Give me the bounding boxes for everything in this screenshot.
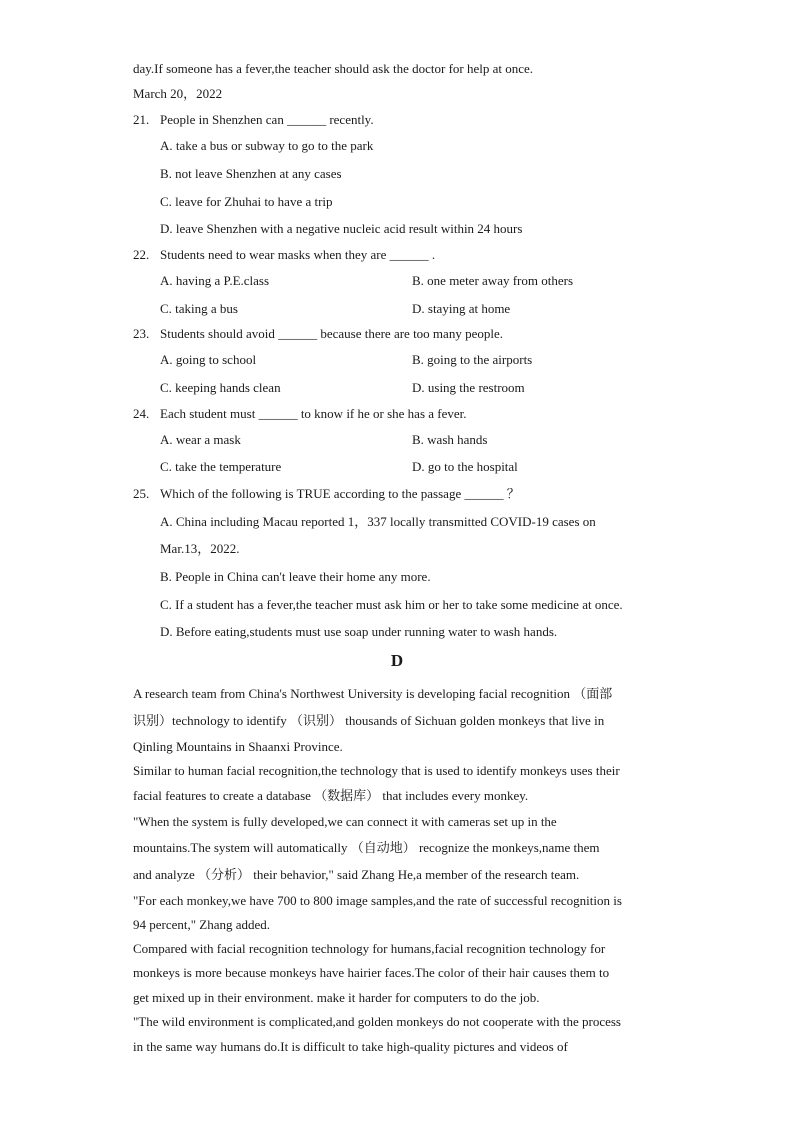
question-stem: Each student must ______ to know if he or she has a fever. bbox=[160, 406, 467, 421]
question-number: 23. bbox=[133, 326, 150, 341]
option-d: D. Before eating,students must use soap under running water to wash hands. bbox=[160, 624, 558, 639]
question-stem: Students need to wear masks when they are ______ . bbox=[160, 247, 436, 262]
passage-line: monkeys is more because monkeys have hairier faces.The color of their hair causes them to bbox=[133, 965, 610, 980]
passage-line: 94 percent," Zhang added. bbox=[133, 917, 271, 932]
option-c: C. If a student has a fever,the teacher must ask him or her to take some medicine at once. bbox=[160, 597, 623, 612]
passage-line: A research team from China's Northwest University is developing facial recognition （面部 bbox=[133, 686, 613, 701]
passage-line: Qinling Mountains in Shaanxi Province. bbox=[133, 739, 343, 754]
question-number: 25. bbox=[133, 486, 150, 501]
passage-line: "For each monkey,we have 700 to 800 image samples,and the rate of successful recognition is bbox=[133, 893, 622, 908]
option-a: A. take a bus or subway to go to the park bbox=[160, 138, 374, 153]
passage-closing-line: day.If someone has a fever,the teacher should ask the doctor for help at once. bbox=[133, 61, 534, 76]
question-stem: Which of the following is TRUE according to the passage ______ ？ bbox=[160, 486, 520, 501]
section-title: D bbox=[390, 651, 404, 670]
passage-line: facial features to create a database （数据库） that includes every monkey. bbox=[133, 788, 529, 803]
option-d: D. staying at home bbox=[412, 301, 511, 316]
option-c: C. keeping hands clean bbox=[160, 380, 281, 395]
option-c: C. taking a bus bbox=[160, 301, 238, 316]
option-c: C. leave for Zhuhai to have a trip bbox=[160, 194, 333, 209]
option-b: B. wash hands bbox=[412, 432, 488, 447]
passage-line: Similar to human facial recognition,the technology that is used to identify monkeys uses their bbox=[133, 763, 620, 778]
option-d: D. go to the hospital bbox=[412, 459, 518, 474]
passage-line: Compared with facial recognition technology for humans,facial recognition technology for bbox=[133, 941, 606, 956]
question-stem: Students should avoid ______ because there are too many people. bbox=[160, 326, 503, 341]
option-a-continued: Mar.13，2022. bbox=[160, 541, 240, 556]
option-b: B. one meter away from others bbox=[412, 273, 574, 288]
option-d: D. using the restroom bbox=[412, 380, 525, 395]
passage-line: get mixed up in their environment. make it harder for computers to do the job. bbox=[133, 990, 540, 1005]
question-stem: People in Shenzhen can ______ recently. bbox=[160, 112, 374, 127]
passage-line: 识别）technology to identify （识别） thousands of Sichuan golden monkeys that live in bbox=[133, 713, 605, 728]
option-c: C. take the temperature bbox=[160, 459, 282, 474]
passage-line: mountains.The system will automatically （自动地） recognize the monkeys,name them bbox=[133, 840, 600, 855]
question-number: 21. bbox=[133, 112, 150, 127]
option-b: B. People in China can't leave their home any more. bbox=[160, 569, 431, 584]
option-b: B. not leave Shenzhen at any cases bbox=[160, 166, 342, 181]
question-number: 24. bbox=[133, 406, 150, 421]
question-number: 22. bbox=[133, 247, 150, 262]
option-d: D. leave Shenzhen with a negative nucleic acid result within 24 hours bbox=[160, 221, 523, 236]
option-a: A. having a P.E.class bbox=[160, 273, 270, 288]
passage-line: "The wild environment is complicated,and golden monkeys do not cooperate with the process bbox=[133, 1014, 621, 1029]
passage-line: in the same way humans do.It is difficult to take high-quality pictures and videos of bbox=[133, 1039, 568, 1054]
passage-date: March 20，2022 bbox=[133, 86, 223, 101]
passage-line: and analyze （分析） their behavior," said Zhang He,a member of the research team. bbox=[133, 867, 580, 882]
option-b: B. going to the airports bbox=[412, 352, 533, 367]
passage-line: "When the system is fully developed,we can connect it with cameras set up in the bbox=[133, 814, 557, 829]
option-a: A. China including Macau reported 1，337 locally transmitted COVID-19 cases on bbox=[160, 514, 596, 529]
option-a: A. going to school bbox=[160, 352, 257, 367]
option-a: A. wear a mask bbox=[160, 432, 241, 447]
